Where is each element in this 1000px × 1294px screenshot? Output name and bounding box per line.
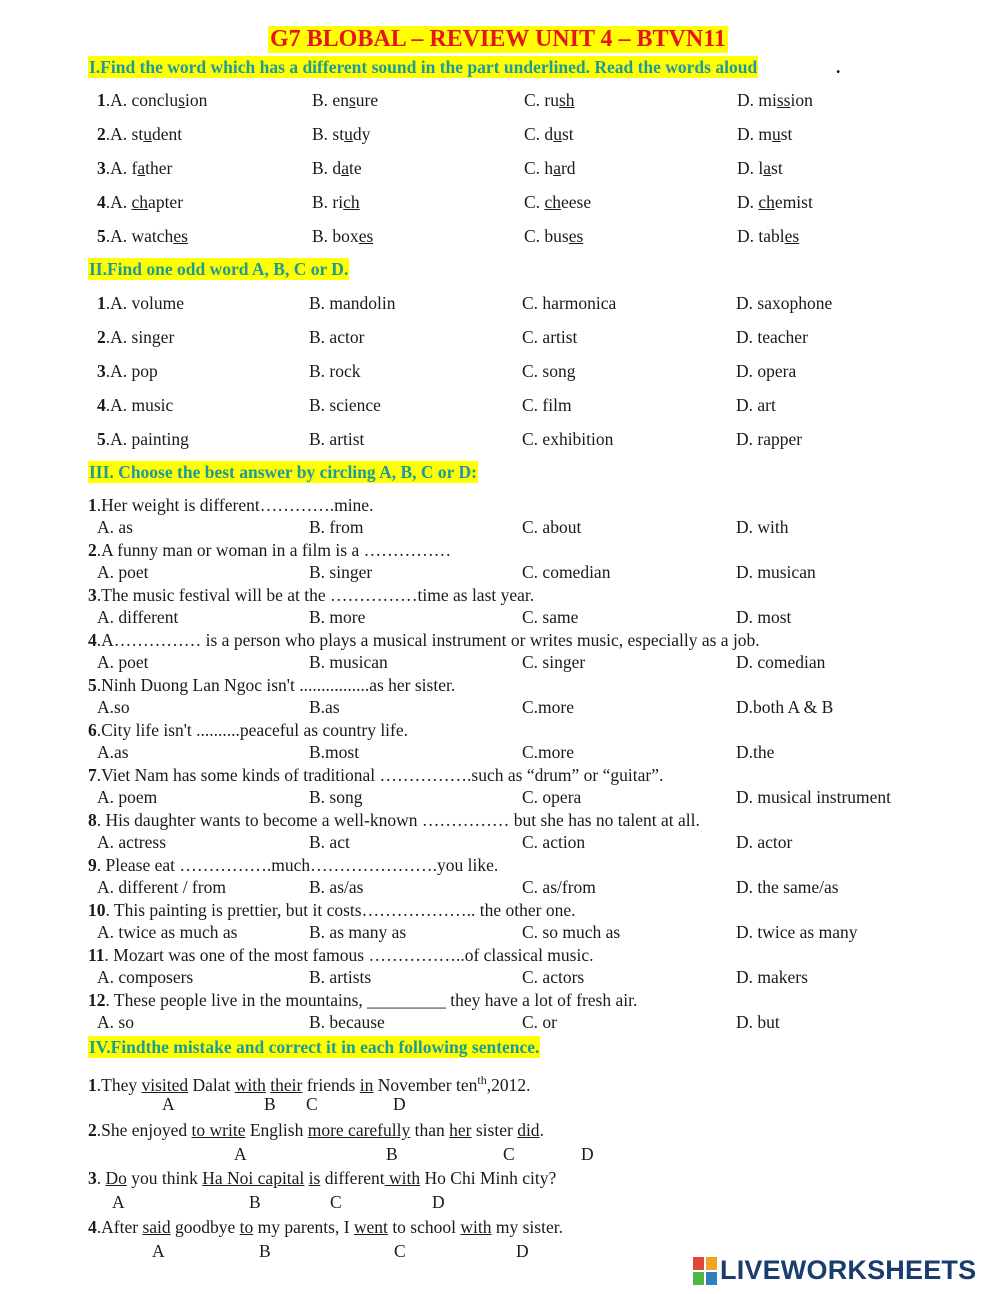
underlined-sound: a (341, 158, 349, 178)
question-number: 2 (88, 1120, 97, 1140)
question-number: 8 (88, 810, 97, 830)
option-label-d[interactable]: D (432, 1192, 445, 1212)
underlined-option[interactable]: is (308, 1168, 321, 1188)
sentence-text: to school (387, 1217, 461, 1237)
question-number: 3 (88, 585, 97, 605)
question-number: 11 (88, 945, 105, 965)
odd-word-question (97, 359, 158, 383)
question-number: 1 (88, 495, 97, 515)
option-c[interactable]: C. exhibition (522, 429, 614, 449)
option-b[interactable]: B. actor (309, 327, 365, 347)
superscript: th (477, 1073, 487, 1087)
section-1-heading (88, 56, 758, 78)
sentence-text: .After (96, 1217, 143, 1237)
option-b[interactable]: B. from (309, 517, 364, 537)
option-label-c[interactable]: C (306, 1094, 318, 1114)
option-label-b[interactable]: B (386, 1144, 398, 1164)
mc-question (88, 764, 663, 786)
sentence-text: friends (302, 1074, 360, 1095)
option-b[interactable]: B. more (309, 607, 366, 627)
option-label-b[interactable]: B (249, 1192, 261, 1212)
odd-word-question (97, 291, 184, 315)
pronunciation-question (97, 190, 183, 214)
underlined-option[interactable]: Ha Noi capital (202, 1168, 305, 1188)
question-number: 5 (97, 226, 106, 246)
option-d[interactable]: D. actor (736, 832, 793, 852)
section-1-heading-text: I.Find the word which has a different sound in the part underlined. Read the words aloud (89, 57, 758, 77)
section-2-heading: II.Find one odd word A, B, C or D. (89, 259, 349, 279)
underlined-sound: a (763, 158, 772, 178)
question-text: .A…………… is a person who plays a musical instrument or writes music, especially as a job. (96, 630, 760, 650)
option-d[interactable]: D. mission (737, 90, 813, 110)
sentence-text: Dalat (188, 1074, 235, 1095)
underlined-sound: es (358, 226, 374, 246)
mc-question (88, 629, 760, 651)
underlined-sound: u (344, 124, 353, 144)
underlined-sound: es (173, 226, 188, 246)
option-c[interactable]: C. hard (524, 158, 576, 178)
option-c[interactable]: C. comedian (522, 562, 611, 582)
underlined-sound: u (553, 124, 562, 144)
option-b[interactable]: B. because (309, 1012, 385, 1032)
underlined-option[interactable]: said (142, 1217, 171, 1237)
option-a[interactable]: A. composers (97, 967, 194, 987)
question-number: 1 (88, 1074, 97, 1095)
question-number: 4 (88, 630, 97, 650)
option-c[interactable]: C.more (522, 697, 575, 717)
question-number: 1 (97, 293, 106, 313)
liveworksheets-logo (692, 1254, 992, 1286)
option-d[interactable]: D. art (736, 395, 776, 415)
option-d[interactable]: D. saxophone (736, 293, 833, 313)
option-a[interactable]: .A. father (105, 158, 173, 178)
question-text: . Mozart was one of the most famous ……………..of classical music. (104, 945, 594, 965)
option-c[interactable]: C. rush (524, 90, 575, 110)
sentence-text: .They (96, 1074, 142, 1095)
question-text: .City life isn't ..........peaceful as country life. (96, 720, 409, 740)
option-c[interactable]: C. same (522, 607, 579, 627)
sentence-text: English (245, 1120, 308, 1140)
option-label-c[interactable]: C (330, 1192, 342, 1212)
option-a[interactable]: A.so (97, 697, 130, 717)
option-d[interactable]: D. comedian (736, 652, 826, 672)
option-a[interactable]: A. so (97, 1012, 134, 1032)
option-d[interactable]: D. the same/as (736, 877, 839, 897)
option-d[interactable]: D. tables (737, 226, 800, 246)
question-text: . This painting is prettier, but it costs……………….. the other one. (105, 900, 576, 920)
option-label-d[interactable]: D (516, 1241, 529, 1261)
option-b[interactable]: B. singer (309, 562, 373, 582)
pronunciation-question (97, 156, 172, 180)
section-3-heading: III. Choose the best answer by circling A, B, C or D: (89, 462, 477, 482)
section-1-period: . (836, 57, 841, 77)
option-b[interactable]: B.most (309, 742, 360, 762)
option-b[interactable]: B. musican (309, 652, 388, 672)
option-a[interactable]: .A. music (105, 395, 174, 415)
option-c[interactable]: C. as/from (522, 877, 596, 897)
underlined-sound: u (772, 124, 781, 144)
option-label-a[interactable]: A (112, 1192, 125, 1212)
sentence-text: my sister. (491, 1217, 563, 1237)
option-label-c[interactable]: C (394, 1241, 406, 1261)
question-number: 1 (97, 90, 106, 110)
sentence-text: .She enjoyed (96, 1120, 192, 1140)
pronunciation-question (97, 224, 188, 248)
question-number: 5 (88, 675, 97, 695)
question-number: 2 (97, 327, 106, 347)
underlined-sound: ch (758, 192, 775, 212)
option-d[interactable]: D. but (736, 1012, 780, 1032)
option-c[interactable]: C. cheese (524, 192, 592, 212)
underlined-sound: u (143, 124, 152, 144)
option-c[interactable]: C. film (522, 395, 572, 415)
question-number: 3 (97, 158, 106, 178)
sentence-text: goodbye (170, 1217, 240, 1237)
question-text: .Viet Nam has some kinds of traditional …………….such as “drum” or “guitar”. (96, 765, 664, 785)
option-d[interactable]: D. makers (736, 967, 808, 987)
option-c[interactable]: C. action (522, 832, 586, 852)
error-sentence (88, 1215, 563, 1239)
underlined-option[interactable]: their (270, 1074, 303, 1095)
underlined-sound: es (568, 226, 584, 246)
underlined-sound: ch (544, 192, 561, 212)
question-number: 4 (97, 192, 106, 212)
underlined-option[interactable]: Do (105, 1168, 127, 1188)
option-b[interactable]: B. ensure (312, 90, 379, 110)
option-c[interactable]: C. dust (524, 124, 574, 144)
question-number: 4 (97, 395, 106, 415)
option-a[interactable]: A. poet (97, 652, 149, 672)
underlined-sound: a (137, 158, 146, 178)
question-text: .Ninh Duong Lan Ngoc isn't ................as her sister. (96, 675, 456, 695)
option-d[interactable]: D. most (736, 607, 792, 627)
mc-question (88, 584, 534, 606)
option-a[interactable]: .A. pop (105, 361, 158, 381)
sentence-text: different (320, 1168, 385, 1188)
mc-question (88, 809, 700, 831)
option-a[interactable]: A. actress (97, 832, 167, 852)
error-sentence (88, 1166, 556, 1190)
question-number: 5 (97, 429, 106, 449)
underlined-option[interactable]: in (359, 1074, 374, 1095)
question-number: 3 (88, 1168, 97, 1188)
option-c[interactable]: C. so much as (522, 922, 621, 942)
option-c[interactable]: C. artist (522, 327, 578, 347)
option-a[interactable]: .A. volume (105, 293, 185, 313)
option-label-b[interactable]: B (259, 1241, 271, 1261)
option-a[interactable]: .A. painting (105, 429, 189, 449)
option-d[interactable]: D. chemist (737, 192, 813, 212)
option-d[interactable]: D.the (736, 742, 775, 762)
sentence-text: ,2012. (486, 1074, 531, 1095)
option-c[interactable]: C. about (522, 517, 582, 537)
option-a[interactable]: A. poem (97, 787, 158, 807)
option-label-a[interactable]: A (162, 1094, 175, 1114)
option-b[interactable]: B. study (312, 124, 371, 144)
underlined-option[interactable]: went (353, 1217, 388, 1237)
option-d[interactable]: D.both A & B (736, 697, 834, 717)
question-number: 7 (88, 765, 97, 785)
underlined-option[interactable]: with (460, 1217, 492, 1237)
option-a[interactable]: .A. singer (105, 327, 175, 347)
mc-question (88, 494, 373, 516)
error-sentence (88, 1068, 531, 1095)
mc-question (88, 899, 575, 921)
option-b[interactable]: B. date (312, 158, 362, 178)
question-number: 12 (88, 990, 106, 1010)
underlined-option[interactable]: to write (191, 1120, 246, 1140)
option-b[interactable]: B. rock (309, 361, 361, 381)
underlined-sound: ss (776, 90, 791, 110)
underlined-sound: es (784, 226, 800, 246)
sentence-text: than (410, 1120, 450, 1140)
question-text: .A funny man or woman in a film is a …………… (96, 540, 452, 560)
option-a[interactable]: .A. chapter (105, 192, 184, 212)
option-a[interactable]: .A. watches (105, 226, 188, 246)
sentence-text: Ho Chi Minh city? (420, 1168, 557, 1188)
option-d[interactable]: D. musican (736, 562, 816, 582)
error-sentence (88, 1118, 544, 1142)
option-c[interactable]: C. or (522, 1012, 557, 1032)
option-d[interactable]: D. must (737, 124, 793, 144)
odd-word-question (97, 325, 174, 349)
underlined-sound: a (553, 158, 561, 178)
worksheet-title: G7 BLOBAL – REVIEW UNIT 4 – BTVN11 (270, 26, 726, 52)
section-4-heading: IV.Findthe mistake and correct it in each following sentence. (89, 1037, 540, 1057)
sentence-text: my parents, I (253, 1217, 354, 1237)
question-number: 3 (97, 361, 106, 381)
odd-word-question (97, 393, 173, 417)
mc-question (88, 989, 637, 1011)
mc-question (88, 944, 593, 966)
option-b[interactable]: B. rich (312, 192, 360, 212)
option-a[interactable]: A. different / from (97, 877, 226, 897)
liveworksheets-logo-icon (692, 1256, 718, 1286)
liveworksheets-logo-text: LIVEWORKSHEETS (720, 1255, 977, 1285)
option-b[interactable]: B. song (309, 787, 363, 807)
option-b[interactable]: B. as/as (309, 877, 364, 897)
sentence-text: . (539, 1120, 544, 1140)
option-label-c[interactable]: C (503, 1144, 515, 1164)
option-d[interactable]: D. teacher (736, 327, 808, 347)
mc-question (88, 854, 498, 876)
underlined-option[interactable]: her (449, 1120, 472, 1140)
option-c[interactable]: C. buses (524, 226, 584, 246)
sentence-text: November ten (373, 1074, 478, 1095)
pronunciation-question (97, 122, 182, 146)
underlined-sound: ch (131, 192, 149, 212)
option-d[interactable]: D. musical instrument (736, 787, 892, 807)
underlined-sound: s (178, 90, 185, 110)
option-d[interactable]: D. rapper (736, 429, 803, 449)
underlined-sound: ch (343, 192, 360, 212)
question-text: .The music festival will be at the ……………time as last year. (96, 585, 535, 605)
pronunciation-question (97, 88, 207, 112)
underlined-sound: s (348, 90, 356, 110)
underlined-option[interactable]: more carefully (307, 1120, 411, 1140)
option-b[interactable]: B. boxes (312, 226, 374, 246)
mc-question (88, 539, 451, 561)
option-label-a[interactable]: A (152, 1241, 165, 1261)
option-label-d[interactable]: D (581, 1144, 594, 1164)
sentence-text: . (96, 1168, 106, 1188)
option-label-b[interactable]: B (264, 1094, 276, 1114)
option-d[interactable]: D. last (737, 158, 783, 178)
option-c[interactable]: C. actors (522, 967, 585, 987)
question-text: . These people live in the mountains, _________ they have a lot of fresh air. (105, 990, 638, 1010)
option-a[interactable]: A. as (97, 517, 133, 537)
odd-word-question (97, 427, 189, 451)
option-b[interactable]: B. artist (309, 429, 365, 449)
option-c[interactable]: C. singer (522, 652, 586, 672)
option-c[interactable]: C. harmonica (522, 293, 617, 313)
question-number: 9 (88, 855, 97, 875)
question-number: 10 (88, 900, 106, 920)
option-a[interactable]: A. different (97, 607, 179, 627)
option-a[interactable]: A. twice as much as (97, 922, 238, 942)
underlined-option[interactable]: with (234, 1074, 266, 1095)
option-b[interactable]: B. as many as (309, 922, 407, 942)
option-d[interactable]: D. opera (736, 361, 797, 381)
option-b[interactable]: B. mandolin (309, 293, 396, 313)
option-b[interactable]: B. act (309, 832, 350, 852)
sentence-text: you think (126, 1168, 203, 1188)
option-c[interactable]: C.more (522, 742, 575, 762)
question-number: 2 (97, 124, 106, 144)
underlined-option[interactable]: visited (141, 1074, 189, 1095)
option-d[interactable]: D. twice as many (736, 922, 858, 942)
option-d[interactable]: D. with (736, 517, 789, 537)
mc-question (88, 674, 455, 696)
question-text: . Please eat …………….much………………….you like. (96, 855, 499, 875)
option-a[interactable]: .A. student (105, 124, 183, 144)
option-b[interactable]: B. artists (309, 967, 372, 987)
question-text: .Her weight is different………….mine. (96, 495, 374, 515)
mc-question (88, 719, 408, 741)
question-text: . His daughter wants to become a well-known …………… but she has no talent at all. (96, 810, 700, 830)
option-a[interactable]: .A. conclusion (105, 90, 208, 110)
question-number: 6 (88, 720, 97, 740)
underlined-sound: sh (559, 90, 575, 110)
option-c[interactable]: C. song (522, 361, 576, 381)
underlined-option[interactable]: with (384, 1168, 421, 1188)
question-number: 4 (88, 1217, 97, 1237)
option-a[interactable]: A. poet (97, 562, 149, 582)
underlined-option[interactable]: did (517, 1120, 540, 1140)
option-label-d[interactable]: D (393, 1094, 406, 1114)
option-b[interactable]: B. science (309, 395, 381, 415)
option-label-a[interactable]: A (234, 1144, 247, 1164)
option-c[interactable]: C. opera (522, 787, 582, 807)
option-b[interactable]: B.as (309, 697, 340, 717)
underlined-option[interactable]: to (239, 1217, 254, 1237)
sentence-text: sister (471, 1120, 518, 1140)
option-a[interactable]: A.as (97, 742, 129, 762)
question-number: 2 (88, 540, 97, 560)
